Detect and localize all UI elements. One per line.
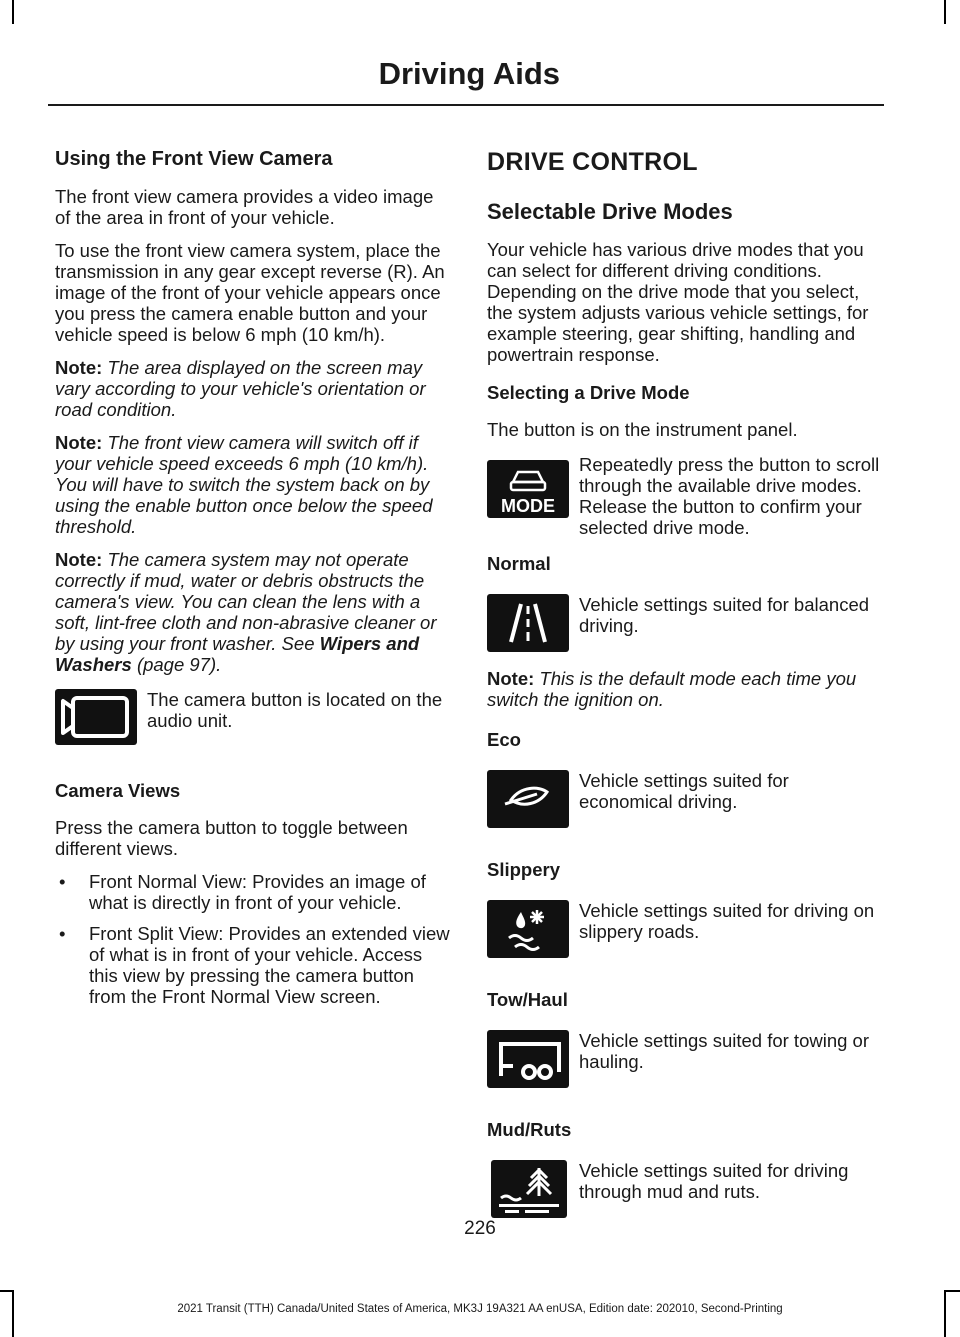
mode-desc-normal: Vehicle settings suited for balanced driving. — [579, 594, 870, 636]
note-speed — [55, 432, 450, 537]
mode-normal-block — [487, 590, 883, 652]
leaf-icon — [487, 770, 569, 828]
road-lanes-icon — [487, 594, 569, 652]
mode-icon-label: MODE — [501, 496, 555, 516]
note-orientation — [55, 357, 450, 420]
note-text: The camera system may not operate correctly if mud, water or debris obstructs the camera's view. You can clean the lens with a soft, lint-free cloth and non-abrasive cleaner or by using your front washer. See — [55, 549, 437, 654]
bullet: • — [59, 923, 66, 944]
camera-button-text: The camera button is located on the audio unit. — [147, 689, 443, 731]
mode-heading-normal: Normal — [487, 553, 551, 574]
crop-mark-top-left-v — [12, 0, 14, 24]
camera-views-heading: Camera Views — [55, 780, 181, 801]
right-column — [487, 140, 883, 1234]
front-camera-usage: To use the front view camera system, place the transmission in any gear except reverse (R). An image of the front of your vehicle appears once you press the camera enable button and your vehicle speed is below 6 mph (10 km/h). — [55, 240, 445, 345]
front-camera-intro: The front view camera provides a video image of the area in front of your vehicle. — [55, 186, 434, 228]
selecting-mode-heading: Selecting a Drive Mode — [487, 382, 690, 403]
mode-button-icon — [487, 460, 569, 518]
trailer-icon — [487, 1030, 569, 1088]
mud-tree-icon — [491, 1160, 567, 1218]
camera-views-intro: Press the camera button to toggle between different views. — [55, 817, 408, 859]
left-column — [55, 140, 450, 1017]
page-header-title: Driving Aids — [378, 56, 560, 91]
note-text: This is the default mode each time you switch the ignition on. — [487, 668, 857, 710]
page-number: 226 — [464, 1218, 496, 1239]
crop-mark-top-right-v — [944, 0, 946, 24]
mode-heading-tow-haul: Tow/Haul — [487, 989, 568, 1010]
header-rule — [48, 104, 884, 106]
list-item: • Front Split View: Provides an extended view of what is in front of your vehicle. Access this view by pressing the camera button from the Front Normal View screen. — [59, 923, 450, 1007]
camera-icon — [55, 689, 137, 745]
bullet: • — [59, 871, 66, 892]
note-default-mode — [487, 668, 883, 710]
list-item: • Front Normal View: Provides an image of what is directly in front of your vehicle. — [59, 871, 426, 913]
snow-drop-icon — [487, 900, 569, 958]
mode-button-block — [487, 454, 883, 538]
note-debris — [55, 549, 450, 675]
note-label: Note: — [55, 432, 103, 453]
mode-heading-slippery: Slippery — [487, 859, 560, 880]
camera-button-block — [55, 689, 450, 757]
selectable-drive-modes-text: Your vehicle has various drive modes that you can select for different driving conditions. Depending on the drive mode that you select, the system adjusts various vehicle settings, for example steering, gear shifting, handling and powertrain response. — [487, 239, 869, 365]
mode-button-text: Repeatedly press the button to scroll through the available drive modes. Release the button to confirm your selected drive mode. — [579, 454, 880, 538]
mode-desc-slippery: Vehicle settings suited for driving on slippery roads. — [579, 900, 875, 942]
selectable-drive-modes-heading: Selectable Drive Modes — [487, 199, 733, 224]
note-label: Note: — [487, 668, 535, 689]
drive-control-title: DRIVE CONTROL — [487, 148, 698, 176]
mode-desc-eco: Vehicle settings suited for economical driving. — [579, 770, 789, 812]
note-text: The area displayed on the screen may vary according to your vehicle's orientation or road condition. — [55, 357, 426, 420]
mode-heading-eco: Eco — [487, 729, 521, 750]
wipers-page-ref: (page 97). — [136, 654, 222, 675]
front-camera-heading: Using the Front View Camera — [55, 148, 333, 170]
wipers-link[interactable]: Wipers and Washers — [55, 633, 420, 675]
mode-eco-block — [487, 766, 883, 828]
mode-desc-tow-haul: Vehicle settings suited for towing or hauling. — [579, 1030, 869, 1072]
footer-text: 2021 Transit (TTH) Canada/United States of America, MK3J 19A321 AA enUSA, Edition date: 202010, Second-Printing — [177, 1303, 783, 1315]
mode-heading-mud-ruts: Mud/Ruts — [487, 1119, 572, 1140]
note-label: Note: — [55, 357, 103, 378]
mode-tow-haul-block — [487, 1026, 883, 1088]
mode-mud-ruts-block — [487, 1156, 883, 1218]
crop-mark-bottom-right-h — [944, 1290, 960, 1292]
mode-slippery-block — [487, 896, 883, 958]
button-location-text: The button is on the instrument panel. — [487, 419, 798, 440]
note-label: Note: — [55, 549, 103, 570]
note-text: The front view camera will switch off if your vehicle speed exceeds 6 mph (10 km/h). You will have to switch the system back on by using the enable button once below the speed threshold. — [55, 432, 433, 537]
mode-desc-mud-ruts: Vehicle settings suited for driving through mud and ruts. — [579, 1160, 849, 1202]
camera-views-list — [55, 871, 450, 1007]
